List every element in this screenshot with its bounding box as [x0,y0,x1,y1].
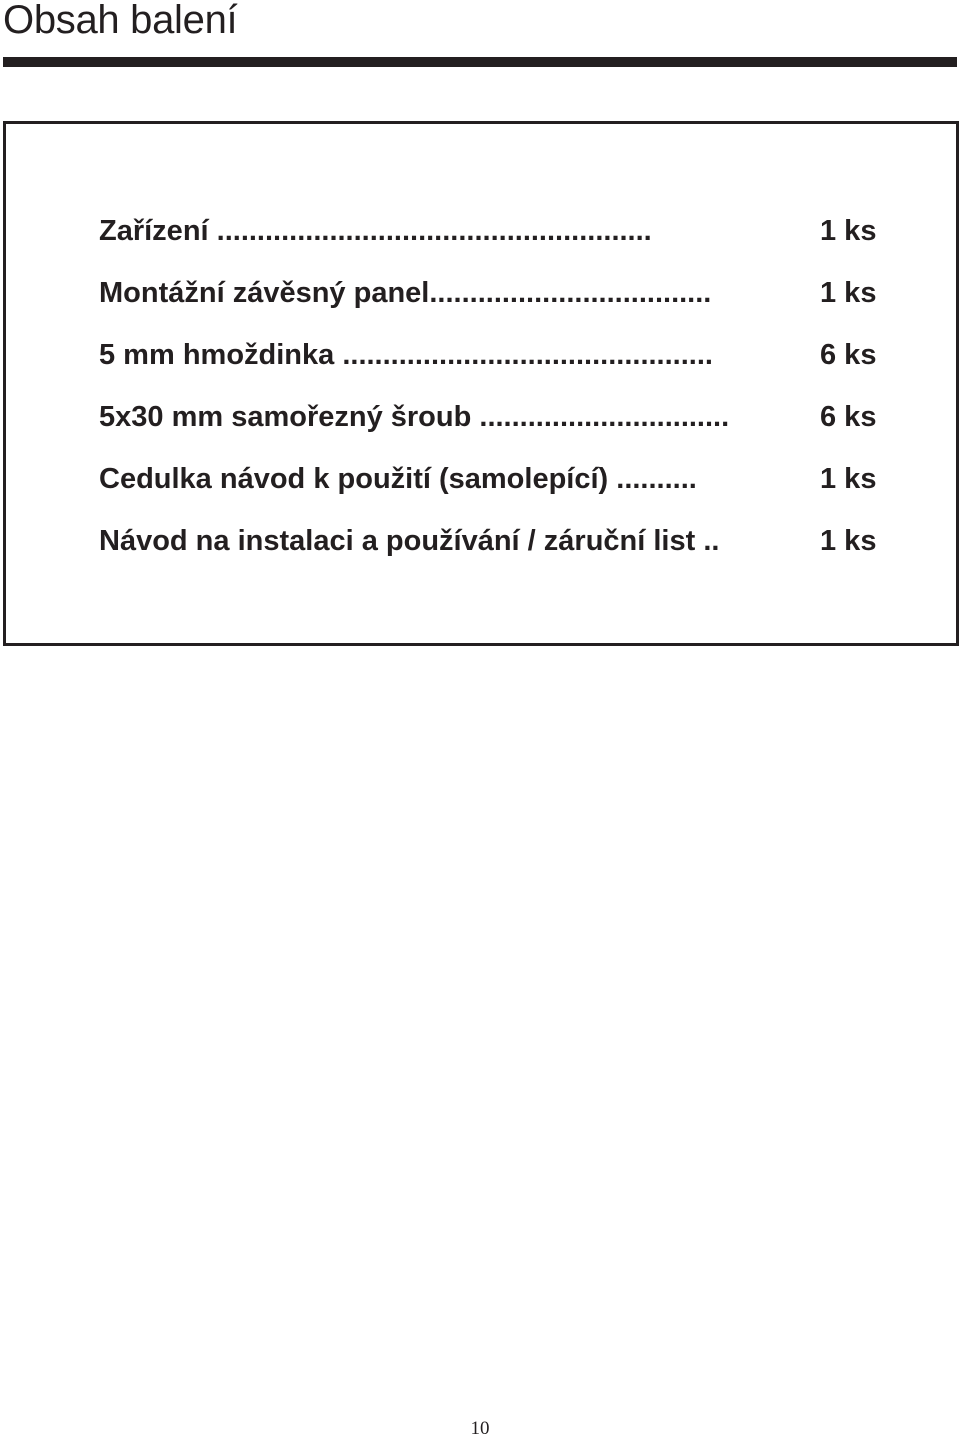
package-contents-box [3,121,959,646]
list-item-device [99,214,889,276]
item-name: Návod na instalaci a používání / záruční list .. [99,525,720,557]
item-quantity: 1 ks [820,277,877,309]
item-name: Zařízení ...................................................... [99,215,652,247]
title-divider [3,57,957,67]
list-item-manual [99,524,889,586]
item-name: Montážní závěsný panel................................... [99,277,712,309]
list-item-wall-plug [99,338,889,400]
list-item-screw [99,400,889,462]
item-name: 5 mm hmoždinka .............................................. [99,339,713,371]
list-item-mounting-panel [99,276,889,338]
item-quantity: 1 ks [820,215,877,247]
item-name: 5x30 mm samořezný šroub ............................... [99,401,730,433]
package-contents-list [99,214,889,586]
page-title: Obsah balení [3,0,238,42]
page-number: 10 [470,1418,490,1439]
list-item-instruction-label [99,462,889,524]
item-quantity: 1 ks [820,463,877,495]
item-quantity: 1 ks [820,525,877,557]
item-quantity: 6 ks [820,401,877,433]
item-quantity: 6 ks [820,339,877,371]
item-name: Cedulka návod k použití (samolepící) .......... [99,463,697,495]
